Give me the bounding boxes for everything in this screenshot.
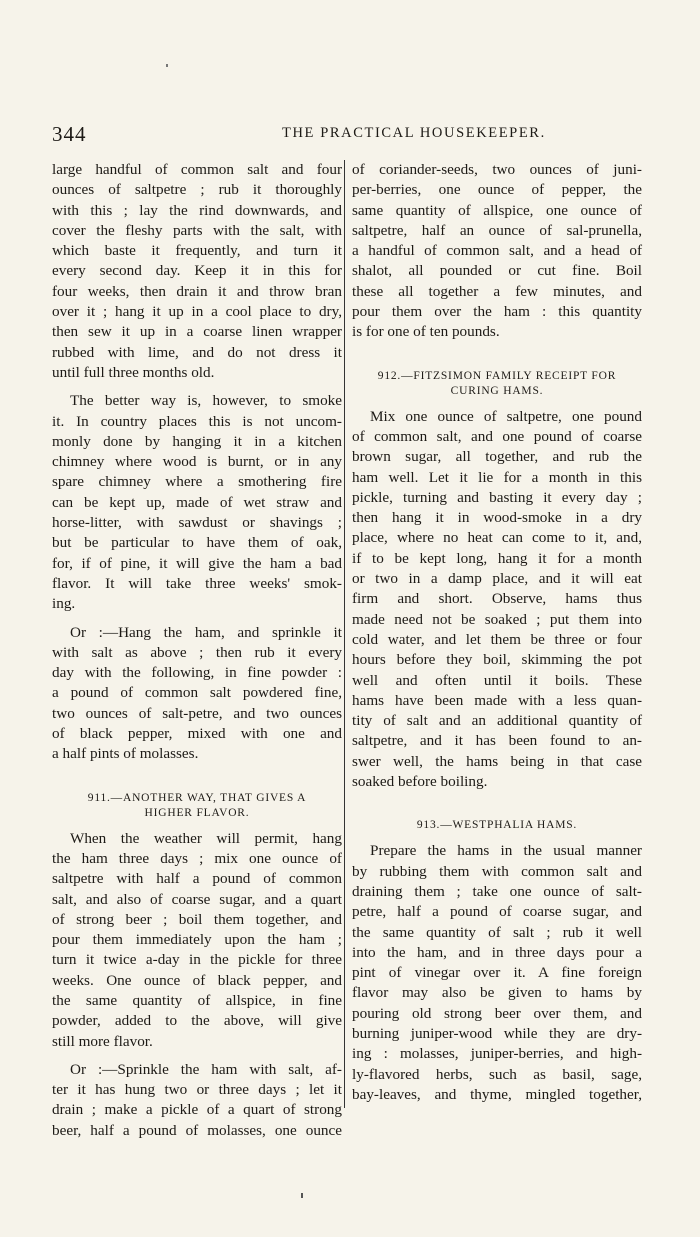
text-line: ing. xyxy=(52,595,76,613)
text-line: bay-leaves, and thyme, mingled together, xyxy=(352,1085,642,1103)
text-line: a handful of common salt, and a head of xyxy=(352,242,642,260)
text-line: a half pints of molasses. xyxy=(52,745,199,763)
text-line: day with the following, in fine powder : xyxy=(52,664,342,682)
paragraph xyxy=(52,623,342,765)
text-line: the same quantity of salt ; rub it well xyxy=(352,923,642,941)
text-line: of common salt, and one pound of coarse xyxy=(352,427,642,445)
text-line: then sew it up in a coarse linen wrapper xyxy=(52,323,342,341)
text-line: ter it has hung two or three days ; let it xyxy=(52,1081,342,1099)
text-line: which baste it frequently, and turn it xyxy=(52,242,342,260)
text-line: draining them ; take one ounce of salt- xyxy=(352,882,642,900)
text-line: The better way is, however, to smoke xyxy=(70,392,342,410)
text-line: ounces of saltpetre ; rub it thoroughly xyxy=(52,181,342,199)
page-header xyxy=(52,122,652,146)
text-line: firm and short. Observe, hams thus xyxy=(352,590,642,608)
spacer xyxy=(52,1052,342,1060)
text-line: flavor. It will take three weeks' smok- xyxy=(52,574,342,592)
text-line: until full three months old. xyxy=(52,363,215,381)
spacer xyxy=(352,792,642,816)
text-line: turn it twice a-day in the pickle for three xyxy=(52,951,342,969)
text-line: still more flavor. xyxy=(52,1032,153,1050)
page-speck xyxy=(301,1193,303,1198)
text-line: well and often until it boils. These xyxy=(352,671,642,689)
text-line: swer well, the hams being in that case xyxy=(352,752,642,770)
text-line: pour them over the ham : this quantity xyxy=(352,303,642,321)
text-line: but be particular to have them of oak, xyxy=(52,534,342,552)
text-line: of coriander-seeds, two ounces of juni- xyxy=(352,161,642,178)
text-line: or two in a damp place, and it will eat xyxy=(352,570,642,588)
text-line: the same quantity of allspice, in fine xyxy=(52,991,342,1009)
text-line: drain ; make a pickle of a quart of strong xyxy=(52,1101,342,1119)
paragraph xyxy=(52,160,342,383)
text-line: pouring old strong beer over them, and xyxy=(352,1004,642,1022)
text-line: can be kept up, made of wet straw and xyxy=(52,493,342,511)
text-line: hams have been made with a less quan- xyxy=(352,691,642,709)
text-line: is for one of ten pounds. xyxy=(352,323,500,341)
text-line: per-berries, one ounce of pepper, the xyxy=(352,181,642,199)
text-line: spare chimney where a smothering fire xyxy=(52,473,342,491)
text-line: Or :—Sprinkle the ham with salt, af- xyxy=(70,1060,342,1078)
text-line: pour them immediately upon the ham ; xyxy=(52,931,342,949)
text-line: with this ; lay the rind downwards, and xyxy=(52,201,342,219)
text-line: two ounces of salt-petre, and two ounces xyxy=(52,704,342,722)
heading-line: 913.—WESTPHALIA HAMS. xyxy=(416,819,578,832)
text-line: burning juniper-wood while they are dry- xyxy=(352,1024,642,1042)
column-divider xyxy=(344,160,345,1108)
text-line: for, if of pine, it will give the ham a bad xyxy=(52,554,342,572)
paragraph xyxy=(52,391,342,614)
heading-line: 912.—FITZSIMON FAMILY RECEIPT FOR xyxy=(377,369,617,382)
text-line: of black pepper, mixed with one and xyxy=(52,725,342,743)
text-line: weeks. One ounce of black pepper, and xyxy=(52,971,342,989)
page-number: 344 xyxy=(52,122,87,146)
text-line: petre, half a pound of coarse sugar, and xyxy=(352,903,642,921)
section-heading xyxy=(352,369,642,399)
paragraph xyxy=(52,1060,342,1141)
text-line: powder, added to the above, will give xyxy=(52,1012,342,1030)
heading-line: CURING HAMS. xyxy=(450,384,544,397)
text-line: When the weather will permit, hang xyxy=(70,829,342,847)
text-line: ham well. Let it lie for a month in this xyxy=(352,468,642,486)
paragraph xyxy=(352,407,642,793)
text-line: saltpetre with half a pound of common xyxy=(52,870,342,888)
text-line: soaked before boiling. xyxy=(352,773,488,791)
text-line: these all together a few minutes, and xyxy=(352,282,642,300)
spacer xyxy=(352,399,642,407)
text-line: ly-flavored herbs, such as basil, sage, xyxy=(352,1065,642,1083)
text-line: flavor may also be given to hams by xyxy=(352,984,642,1002)
text-line: pint of vinegar over it. A fine foreign xyxy=(352,964,642,982)
right-column xyxy=(352,160,642,1105)
text-line: brown sugar, all together, and rub the xyxy=(352,448,642,466)
spacer xyxy=(352,833,642,841)
text-line: beer, half a pound of molasses, one ounce xyxy=(52,1121,342,1139)
text-line: horse-litter, with sawdust or shavings ; xyxy=(52,514,342,532)
text-line: monly done by hanging it in a kitchen xyxy=(52,432,342,450)
text-line: over it ; hang it up in a cool place to dry, xyxy=(52,303,342,321)
text-line: saltpetre, half an ounce of sal-prunella, xyxy=(352,221,642,239)
heading-line: 911.—ANOTHER WAY, THAT GIVES A xyxy=(87,791,307,804)
text-line: the ham three days ; mix one ounce of xyxy=(52,849,342,867)
spacer xyxy=(52,821,342,829)
text-line: then hang it in wood-smoke in a dry xyxy=(352,509,642,527)
left-column xyxy=(52,160,342,1141)
spacer xyxy=(52,615,342,623)
text-line: cover the fleshy parts with the salt, with xyxy=(52,221,342,239)
text-line: Mix one ounce of saltpetre, one pound xyxy=(370,407,642,425)
text-line: rubbed with lime, and do not dress it xyxy=(52,343,342,361)
text-line: it. In country places this is not uncom- xyxy=(52,412,342,430)
text-line: of strong beer ; boil them together, and xyxy=(52,910,342,928)
spacer xyxy=(352,343,642,367)
spacer xyxy=(52,383,342,391)
text-line: tity of salt and an additional quantity of xyxy=(352,712,642,730)
text-line: with salt as above ; then rub it every xyxy=(52,643,342,661)
text-line: into the ham, and in three days pour a xyxy=(352,943,642,961)
text-line: made need not be soaked ; put them into xyxy=(352,610,642,628)
text-line: every second day. Keep it in this for xyxy=(52,262,342,280)
text-line: four weeks, then drain it and throw bran xyxy=(52,282,342,300)
text-line: same quantity of allspice, one ounce of xyxy=(352,201,642,219)
text-line: large handful of common salt and four xyxy=(52,161,342,178)
heading-line: HIGHER FLAVOR. xyxy=(144,806,250,819)
text-line: by rubbing them with common salt and xyxy=(352,862,642,880)
text-line: shalot, all pounded or cut fine. Boil xyxy=(352,262,642,280)
text-line: salt, and also of coarse sugar, and a quart xyxy=(52,890,342,908)
spacer xyxy=(52,765,342,789)
paragraph xyxy=(352,841,642,1105)
text-line: a pound of common salt powdered fine, xyxy=(52,684,342,702)
text-line: Or :—Hang the ham, and sprinkle it xyxy=(70,623,342,641)
text-line: hours before they boil, skimming the pot xyxy=(352,651,642,669)
page-speck xyxy=(166,64,168,67)
text-line: cold water, and let them be three or four xyxy=(352,630,642,648)
text-line: if to be kept long, hang it for a month xyxy=(352,549,642,567)
text-line: pickle, turning and basting it every day ; xyxy=(352,488,642,506)
running-title: THE PRACTICAL HOUSEKEEPER. xyxy=(282,125,546,141)
text-line: place, where no heat can come to it, and, xyxy=(352,529,642,547)
text-line: ing : molasses, juniper-berries, and high- xyxy=(352,1045,642,1063)
text-line: chimney where wood is burnt, or in any xyxy=(52,453,342,471)
text-line: Prepare the hams in the usual manner xyxy=(370,842,642,860)
paragraph xyxy=(352,160,642,343)
paragraph xyxy=(52,829,342,1052)
section-heading xyxy=(352,818,642,833)
text-line: saltpetre, and it has been found to an- xyxy=(352,732,642,750)
section-heading xyxy=(52,791,342,821)
